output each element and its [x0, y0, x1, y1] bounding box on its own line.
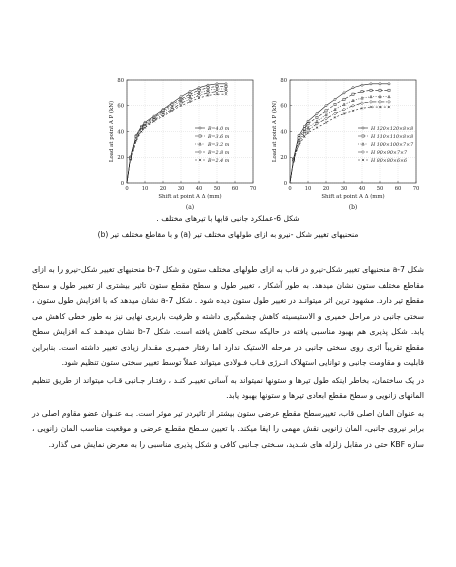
data-point: [198, 94, 201, 97]
x-tick-label: 20: [159, 186, 167, 192]
data-point: [316, 127, 318, 129]
data-point: [225, 93, 227, 95]
data-point: [316, 112, 318, 114]
data-point: [352, 99, 354, 101]
x-axis-label: Shift at point A Δ (mm): [321, 194, 385, 200]
data-point: [207, 89, 209, 91]
y-tick-label: 0: [120, 180, 124, 187]
data-point: [334, 116, 336, 118]
y-tick-label: 20: [117, 155, 124, 162]
body-text: [32, 262, 424, 452]
data-point: [379, 95, 381, 97]
data-point: [362, 143, 364, 145]
x-tick-label: 10: [304, 186, 312, 192]
y-tick-label: 40: [280, 129, 287, 136]
paragraph-2: در یک ساختمان، بخاطر اینکه طول تیرها و ستونها نمیتواند به آسانی تغییـر کنـد ، رفتـار جـانبی قـاب میتواند از طریق تنظیم المانهای زانویی و سطح مقطع ابعادی تیرها و ستونها بهبود یابد.: [32, 375, 424, 400]
data-point: [199, 143, 201, 145]
legend-label: H 110×110×8×8: [371, 134, 414, 140]
data-point: [343, 108, 346, 111]
data-point: [180, 96, 182, 98]
data-point: [379, 83, 381, 85]
y-tick-label: 80: [117, 77, 124, 84]
x-tick-label: 70: [412, 186, 420, 192]
data-point: [325, 105, 327, 107]
data-point: [370, 95, 372, 97]
figure-caption-title: شکل 6-عملکرد جانبی قابها با تیرهای مختلف .: [156, 214, 300, 223]
figure-caption-detail: منحنیهای تغییر شکل -نیرو به ازای طولهای مختلف تیر (a) و با مقاطع مختلف تیر (b): [97, 230, 359, 239]
y-axis-label: Load at point A P (kN): [109, 100, 115, 163]
x-tick-label: 50: [213, 186, 221, 192]
legend-label: H 90×90×7×7: [371, 150, 408, 156]
data-point: [199, 135, 201, 137]
data-point: [334, 112, 337, 115]
data-point: [216, 90, 219, 93]
data-point: [370, 106, 372, 108]
y-axis-label: Load at point A P (kN): [272, 100, 278, 163]
subfigure-label: (a): [185, 204, 195, 211]
data-point: [361, 84, 363, 86]
y-tick-label: 0: [283, 180, 287, 187]
data-point: [388, 95, 390, 97]
data-point: [216, 83, 218, 85]
data-point: [207, 84, 209, 86]
data-point: [361, 102, 364, 105]
data-point: [379, 89, 381, 91]
x-tick-label: 40: [358, 186, 366, 192]
x-tick-label: 0: [288, 186, 292, 192]
legend-label: B=3.6 m: [208, 134, 230, 140]
data-point: [325, 110, 327, 112]
legend-label: B=3.2 m: [208, 142, 230, 148]
data-point: [361, 97, 363, 99]
x-axis-label: Shift at point A Δ (mm): [158, 194, 222, 200]
data-point: [343, 92, 345, 94]
data-point: [225, 88, 227, 90]
data-point: [199, 127, 201, 129]
data-point: [307, 123, 309, 125]
data-point: [388, 89, 390, 91]
data-point: [325, 113, 327, 115]
legend-label: H 100×100×7×7: [371, 142, 414, 148]
y-tick-label: 80: [280, 77, 287, 84]
x-tick-label: 20: [322, 186, 330, 192]
data-point: [352, 87, 354, 89]
x-tick-label: 0: [125, 186, 129, 192]
paragraph-3: به عنوان المان اصلی قاب، تغییرسطح مقطع عرضی ستون بیشتر از تاثیردر تیر موثر است. بـه عنـوان عضو مقاوم اصلی در برابر نیروی جانبی، المان زانویی نقش مهمی را ایفا میکند. با تعیین سـطح مقطـع عرضی و موقعیت مناسب المان زانویی ، سازه KBF حتی در مقابل زلزله های شـدید، سـختی جـانبی کافی و شکل پذیری مناسبی را به معرض نمایش می گذارد.: [32, 408, 424, 449]
x-tick-label: 40: [195, 186, 203, 192]
figure-charts: [0, 0, 456, 215]
data-point: [334, 98, 336, 100]
legend-label: B=2.8 m: [208, 150, 230, 156]
chart-b: [258, 0, 456, 215]
data-point: [216, 88, 218, 90]
y-tick-label: 20: [280, 155, 287, 162]
data-point: [189, 101, 191, 103]
legend-label: B=2.4 m: [208, 158, 230, 164]
data-point: [370, 89, 372, 91]
data-point: [316, 120, 318, 122]
data-point: [334, 108, 336, 110]
y-tick-label: 40: [117, 129, 124, 136]
data-point: [352, 93, 354, 95]
data-point: [379, 100, 382, 103]
data-point: [189, 90, 191, 92]
subfigure-label: (b): [348, 204, 358, 211]
data-point: [207, 91, 210, 94]
data-point: [388, 83, 390, 85]
x-tick-label: 50: [376, 186, 384, 192]
data-point: [198, 87, 200, 89]
x-tick-label: 60: [394, 186, 402, 192]
data-point: [316, 116, 318, 118]
x-tick-label: 30: [177, 186, 185, 192]
x-tick-label: 60: [231, 186, 239, 192]
x-tick-label: 70: [249, 186, 257, 192]
data-point: [189, 98, 192, 101]
legend-label: B=4.0 m: [208, 126, 230, 132]
paragraph-1: شکل 7-a منحنیهای تغییر شکل-نیرو در قاب به ازای طولهای مختلف ستون و شکل 7-b منحنیهای تغییر شکل-نیرو را به ازای مقاطع مختلف ستون نشان میدهد. به طور آشکار ، تغییر طول و سطح مقطع ستون تاثیر بیشتری از تغییر طول و سطح مقطع تیر دارد. مشهود ترین اثر میتوانـد در تغییر طول ستون دیده شود . شکل 7-a نشان میدهد که با افزایش طول ستون ، سختی جانبی در مراحل خمیری و الاستیسیته کاهش چشمگیری داشته و ظرفیت باربری نهایی نیز به طور خطی کاهش می یابد. شکل پذیری هم بهبود مناسبی یافته در حالیکه سختی کاهش یافته است. شکل 7-b نشان میدهـد کـه افزایش سطح مقطع تقریباً اثری روی سختی جانبی در مرحله الاستیک ندارد اما رفتار خمیـری مقـدار زیادی تغییر داشته است. بنابراین قابلیت و مقاومت جانبی و توانایی استهلاک انـرژی قـاب فـولادی میتواند عملاً توسط تغییر سختی ستون تنظیم شود.: [32, 265, 425, 367]
data-point: [225, 90, 228, 93]
data-point: [362, 135, 364, 137]
data-point: [343, 98, 345, 100]
legend-label: H 120×120×8×8: [371, 126, 414, 132]
data-point: [303, 125, 305, 127]
data-point: [370, 100, 373, 103]
y-tick-label: 60: [117, 103, 124, 110]
data-point: [198, 92, 200, 94]
data-point: [225, 83, 227, 85]
data-point: [352, 104, 355, 107]
data-point: [303, 133, 306, 136]
y-tick-label: 60: [280, 103, 287, 110]
data-point: [370, 83, 372, 85]
legend-label: H 80×80×6×6: [371, 158, 408, 164]
x-tick-label: 30: [340, 186, 348, 192]
data-point: [307, 120, 309, 122]
data-point: [362, 127, 364, 129]
x-tick-label: 10: [141, 186, 149, 192]
data-point: [361, 90, 363, 92]
series-line: [290, 97, 389, 183]
data-point: [303, 136, 305, 138]
data-point: [334, 103, 336, 105]
series-line: [127, 84, 226, 183]
data-point: [343, 103, 345, 105]
data-point: [325, 117, 328, 120]
data-point: [325, 121, 327, 123]
data-point: [189, 95, 191, 97]
data-point: [388, 100, 391, 103]
